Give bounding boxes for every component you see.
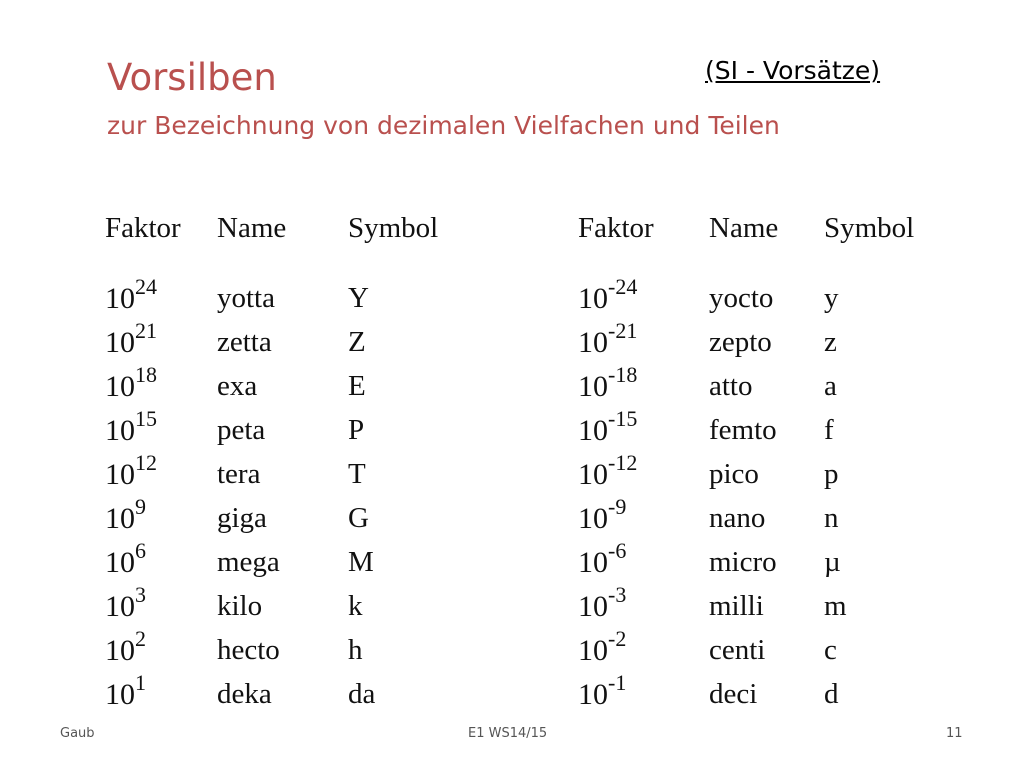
factor-base: 10	[578, 458, 608, 491]
factor-cell	[105, 626, 146, 668]
factor-cell	[105, 670, 146, 712]
factor-exponent: -12	[608, 450, 638, 475]
factor-exponent: -1	[608, 670, 627, 695]
factor-cell	[578, 274, 638, 316]
factor-base: 10	[578, 502, 608, 535]
factor-exponent: 18	[135, 362, 157, 387]
factor-exponent: 2	[135, 626, 146, 651]
prefix-symbol: m	[824, 590, 847, 622]
prefix-symbol: z	[824, 326, 837, 358]
prefix-symbol: h	[348, 634, 363, 666]
factor-exponent: 3	[135, 582, 146, 607]
factor-exponent: 9	[135, 494, 146, 519]
factor-exponent: 1	[135, 670, 146, 695]
factor-base: 10	[105, 634, 135, 667]
prefix-name: hecto	[217, 634, 280, 666]
factor-base: 10	[578, 634, 608, 667]
prefix-symbol: µ	[824, 546, 841, 578]
si-note: (SI - Vorsätze)	[705, 56, 881, 85]
prefix-symbol: P	[348, 414, 365, 446]
factor-base: 10	[578, 414, 608, 447]
factor-exponent: -9	[608, 494, 627, 519]
prefix-symbol: M	[348, 546, 374, 578]
factor-exponent: -2	[608, 626, 627, 651]
factor-cell	[578, 362, 638, 404]
prefix-name: zetta	[217, 326, 272, 358]
factor-base: 10	[105, 282, 135, 315]
factor-exponent: -15	[608, 406, 638, 431]
prefix-name: yocto	[709, 282, 774, 314]
footer-page-number: 11	[946, 726, 963, 741]
prefix-name: milli	[709, 590, 764, 622]
prefix-symbol: da	[348, 678, 376, 710]
factor-base: 10	[105, 370, 135, 403]
factor-base: 10	[578, 546, 608, 579]
prefix-symbol: f	[824, 414, 834, 446]
factor-cell	[578, 318, 638, 360]
factor-exponent: -21	[608, 318, 638, 343]
factor-exponent: 21	[135, 318, 157, 343]
factor-base: 10	[105, 590, 135, 623]
column-header-factor: Faktor	[105, 212, 181, 244]
factor-cell	[578, 450, 638, 492]
factor-cell	[105, 450, 157, 492]
prefix-name: exa	[217, 370, 258, 402]
prefix-name: giga	[217, 502, 267, 534]
factor-exponent: -3	[608, 582, 627, 607]
footer-course: E1 WS14/15	[468, 726, 548, 741]
factor-base: 10	[578, 370, 608, 403]
factor-cell	[578, 494, 627, 536]
column-header-symbol: Symbol	[824, 212, 915, 244]
factor-cell	[105, 582, 146, 624]
factor-cell	[578, 626, 627, 668]
prefix-symbol: E	[348, 370, 366, 402]
column-header-name: Name	[709, 212, 779, 244]
prefix-name: peta	[217, 414, 266, 446]
prefix-symbol: p	[824, 458, 839, 490]
prefix-symbol: a	[824, 370, 837, 402]
prefix-name: deka	[217, 678, 272, 710]
column-header-symbol: Symbol	[348, 212, 439, 244]
factor-base: 10	[578, 326, 608, 359]
prefix-name: mega	[217, 546, 280, 578]
factor-exponent: 24	[135, 274, 157, 299]
factor-cell	[578, 406, 638, 448]
prefix-name: femto	[709, 414, 777, 446]
prefix-name: nano	[709, 502, 766, 534]
prefix-name: atto	[709, 370, 753, 402]
prefix-name: kilo	[217, 590, 263, 622]
factor-exponent: 12	[135, 450, 157, 475]
factor-base: 10	[105, 326, 135, 359]
prefix-symbol: y	[824, 282, 839, 314]
factor-base: 10	[578, 590, 608, 623]
prefix-name: zepto	[709, 326, 772, 358]
factor-base: 10	[105, 678, 135, 711]
prefix-symbol: Z	[348, 326, 366, 358]
factor-base: 10	[578, 282, 608, 315]
prefix-name: yotta	[217, 282, 275, 314]
prefix-symbol: T	[348, 458, 366, 490]
factor-base: 10	[578, 678, 608, 711]
prefix-symbol: G	[348, 502, 369, 534]
factor-cell	[105, 538, 146, 580]
prefix-symbol: c	[824, 634, 837, 666]
prefix-name: tera	[217, 458, 261, 490]
prefix-symbol: k	[348, 590, 363, 622]
factor-cell	[105, 318, 157, 360]
factor-base: 10	[105, 502, 135, 535]
prefix-name: micro	[709, 546, 777, 578]
factor-cell	[105, 362, 157, 404]
prefix-name: pico	[709, 458, 759, 490]
factor-exponent: -24	[608, 274, 638, 299]
slide-subtitle: zur Bezeichnung von dezimalen Vielfachen und Teilen	[107, 111, 780, 140]
factor-exponent: 6	[135, 538, 146, 563]
column-header-name: Name	[217, 212, 287, 244]
prefix-name: deci	[709, 678, 758, 710]
prefix-symbol: n	[824, 502, 839, 534]
factor-cell	[578, 538, 627, 580]
factor-base: 10	[105, 458, 135, 491]
factor-exponent: -6	[608, 538, 627, 563]
prefix-symbol: Y	[348, 282, 369, 314]
factor-base: 10	[105, 546, 135, 579]
slide-title: Vorsilben	[107, 56, 277, 99]
factor-cell	[105, 406, 157, 448]
factor-exponent: 15	[135, 406, 157, 431]
footer-author: Gaub	[60, 726, 95, 741]
prefix-symbol: d	[824, 678, 839, 710]
prefix-name: centi	[709, 634, 766, 666]
factor-cell	[578, 582, 627, 624]
factor-cell	[105, 494, 146, 536]
factor-base: 10	[105, 414, 135, 447]
factor-cell	[105, 274, 157, 316]
factor-cell	[578, 670, 627, 712]
factor-exponent: -18	[608, 362, 638, 387]
column-header-factor: Faktor	[578, 212, 654, 244]
